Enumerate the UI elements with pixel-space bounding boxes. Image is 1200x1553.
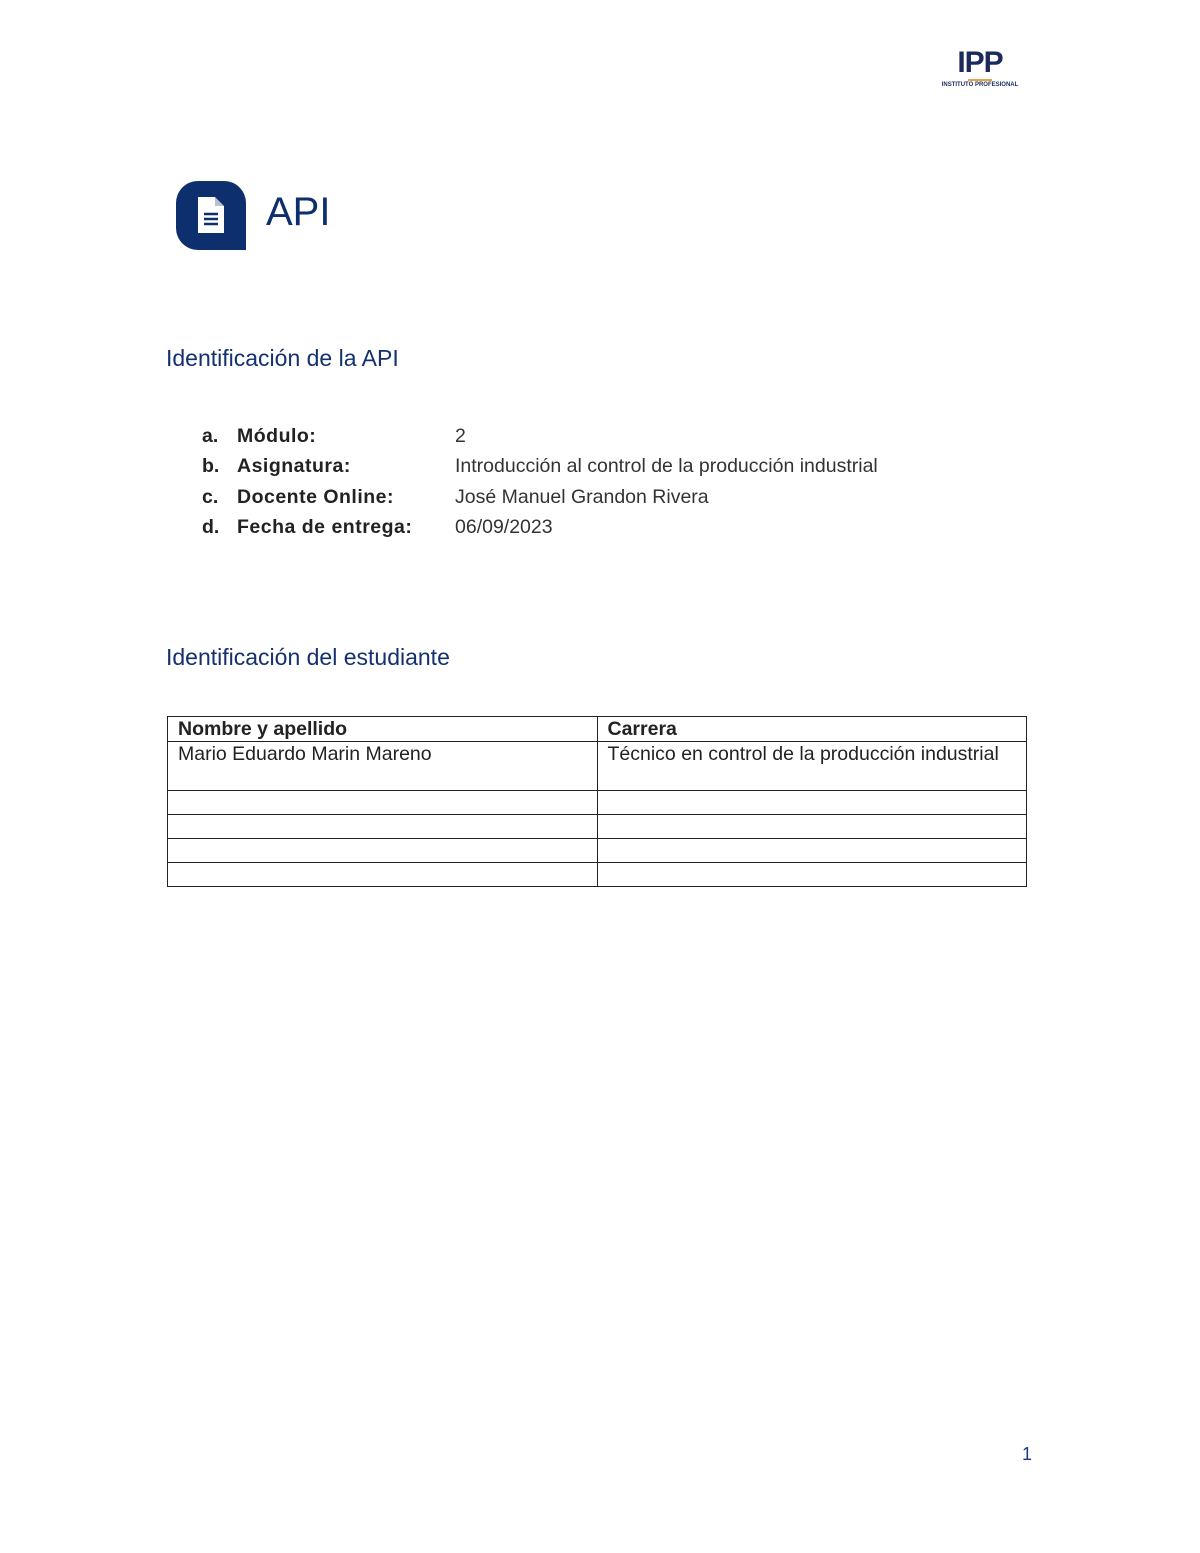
item-letter: d.: [202, 516, 220, 539]
cell-career: [597, 839, 1027, 863]
cell-name: [168, 815, 598, 839]
api-info-list: [202, 421, 878, 543]
item-letter: c.: [202, 485, 219, 508]
section-title-api: Identificación de la API: [166, 345, 399, 371]
list-item: [202, 421, 878, 452]
item-value: Introducción al control de la producción industrial: [455, 455, 878, 478]
table-row: [168, 863, 1027, 887]
cell-name: [168, 791, 598, 815]
cell-name: [168, 863, 598, 887]
table-row: [168, 742, 1027, 791]
cell-career: [597, 815, 1027, 839]
item-value: 06/09/2023: [455, 516, 553, 539]
table-row: [168, 839, 1027, 863]
item-letter: b.: [202, 455, 220, 478]
page-title: API: [266, 190, 331, 234]
item-label: Módulo:: [237, 424, 317, 447]
cell-career: [597, 863, 1027, 887]
item-label: Docente Online:: [237, 485, 395, 508]
cell-name: Mario Eduardo Marin Mareno: [168, 742, 598, 791]
cell-career: Técnico en control de la producción industrial: [597, 742, 1027, 791]
item-letter: a.: [202, 424, 219, 447]
logo-text: IPP: [957, 46, 1003, 79]
list-item: [202, 452, 878, 483]
ipp-logo: [940, 48, 1020, 88]
list-item: [202, 482, 878, 513]
item-value: 2: [455, 424, 466, 447]
header-career: Carrera: [597, 717, 1027, 742]
logo-accent: [968, 79, 992, 81]
logo-subtitle: INSTITUTO PROFESIONAL: [941, 82, 1019, 88]
list-item: [202, 513, 878, 544]
page-number: 1: [1022, 1444, 1033, 1464]
document-icon: [176, 181, 246, 250]
header-name: Nombre y apellido: [168, 717, 598, 742]
table-row: [168, 815, 1027, 839]
section-title-student: Identificación del estudiante: [166, 644, 450, 670]
cell-name: [168, 839, 598, 863]
student-table: [167, 716, 1027, 887]
item-label: Asignatura:: [237, 455, 351, 478]
cell-career: [597, 791, 1027, 815]
table-row: [168, 791, 1027, 815]
item-value: José Manuel Grandon Rivera: [455, 485, 709, 508]
table-header: [168, 717, 1027, 742]
item-label: Fecha de entrega:: [237, 516, 413, 539]
